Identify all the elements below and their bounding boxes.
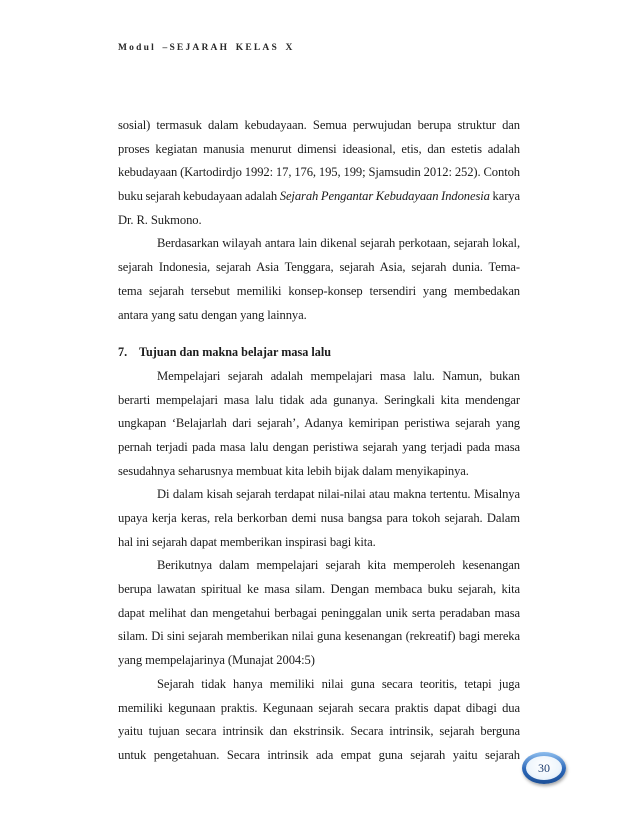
text-run: Dr. R. Sukmono. xyxy=(118,212,202,227)
text-line-content xyxy=(157,236,520,250)
text-line xyxy=(118,625,520,649)
text-line-content xyxy=(118,284,520,298)
text-line-content xyxy=(118,464,469,478)
text-line-content xyxy=(118,308,307,322)
text-line xyxy=(118,436,520,460)
text-line-content xyxy=(157,677,520,691)
text-run: antara yang satu dengan yang lainnya. xyxy=(118,307,307,322)
paragraph xyxy=(118,365,520,483)
page-number-badge xyxy=(522,752,566,784)
text-line-content xyxy=(157,369,520,383)
text-run: pernah terjadi pada masa lalu dengan peristiwa sejarah yang terjadi pada masa xyxy=(118,439,520,454)
text-run: tema sejarah tersebut memiliki konsep-konsep tersendiri yang membedakan xyxy=(118,283,520,298)
paragraph xyxy=(118,232,520,327)
text-line xyxy=(118,412,520,436)
text-line xyxy=(118,744,520,768)
text-run: ungkapan ‘Belajarlah dari sejarah’, Adanya kemiripan peristiwa sejarah yang xyxy=(118,416,520,431)
text-line xyxy=(118,697,520,721)
text-run: karya xyxy=(489,189,520,204)
text-line xyxy=(118,483,520,507)
text-line-content xyxy=(118,260,520,274)
text-run: sosial) termasuk dalam kebudayaan. Semua perwujudan berupa struktur dan xyxy=(118,118,520,132)
text-line-content xyxy=(118,440,520,454)
text-line-content xyxy=(118,606,520,620)
text-line xyxy=(118,554,520,578)
text-line-content xyxy=(118,511,520,525)
text-line xyxy=(118,304,520,328)
text-run: Di dalam kisah sejarah terdapat nilai-nilai atau makna tertentu. Misalnya xyxy=(157,487,520,502)
text-run: yang mempelajarinya (Munajat 2004:5) xyxy=(118,653,315,668)
text-run: Mempelajari sejarah adalah mempelajari masa lalu. Namun, bukan xyxy=(157,368,520,383)
text-line-content xyxy=(118,189,520,203)
text-run: memiliki kegunaan praktis. Kegunaan sejarah secara praktis dapat dibagi dua xyxy=(118,700,520,715)
text-line-content xyxy=(118,582,520,596)
text-line xyxy=(118,602,520,626)
text-line xyxy=(118,138,520,162)
section-heading xyxy=(118,341,520,365)
text-line-content xyxy=(118,724,520,738)
text-line xyxy=(118,531,520,555)
text-line-content xyxy=(118,416,520,430)
paragraph xyxy=(118,554,520,672)
text-run: yaitu tujuan secara intrinsik dan ekstrinsik. Secara intrinsik, sejarah berguna xyxy=(118,724,520,739)
text-line-content xyxy=(157,558,520,572)
text-run: silam. Di sini sejarah memberikan nilai guna kesenangan (rekreatif) bagi mereka xyxy=(118,629,520,644)
text-line xyxy=(118,720,520,744)
text-run: Sejarah tidak hanya memiliki nilai guna secara teoritis, tetapi juga xyxy=(157,676,520,691)
text-run: proses kegiatan manusia menurut dimensi ideasional, etis, dan estetis adalah xyxy=(118,141,520,156)
text-line xyxy=(118,161,520,185)
text-line-content xyxy=(118,629,520,643)
text-line-content xyxy=(118,701,520,715)
text-line-content xyxy=(118,653,315,667)
section-title: Tujuan dan makna belajar masa lalu xyxy=(139,345,332,360)
text-run: Berdasarkan wilayah antara lain dikenal sejarah perkotaan, sejarah lokal, xyxy=(157,236,520,251)
text-line xyxy=(118,256,520,280)
text-line-content xyxy=(118,393,520,407)
running-header: Modul –SEJARAH KELAS X xyxy=(118,43,295,53)
text-line-content xyxy=(118,213,202,227)
text-line-content xyxy=(118,748,520,762)
paragraph xyxy=(118,673,520,768)
text-line xyxy=(118,280,520,304)
text-run: Berikutnya dalam mempelajari sejarah kita memperoleh kesenangan xyxy=(157,558,520,573)
text-line xyxy=(118,460,520,484)
italic-text: Sejarah Pengantar Kebudayaan Indonesia xyxy=(279,189,490,204)
page-number-badge-inner xyxy=(526,756,562,780)
page-body xyxy=(118,114,520,768)
text-run: sesudahnya seharusnya membuat kita lebih bijak dalam menyikapinya. xyxy=(118,463,469,478)
text-line xyxy=(118,649,520,673)
paragraph xyxy=(118,483,520,554)
text-run: berupa lawatan spiritual ke masa silam. Dengan membaca buku sejarah, kita xyxy=(118,582,520,597)
text-run: kebudayaan (Kartodirdjo 1992: 17, 176, 195, 199; Sjamsudin 2012: 252). Contoh xyxy=(118,165,520,180)
text-line xyxy=(118,209,520,233)
text-run: sejarah Indonesia, sejarah Asia Tenggara, sejarah Asia, sejarah dunia. Tema- xyxy=(118,260,520,275)
text-line xyxy=(118,114,520,138)
paragraph xyxy=(118,114,520,232)
text-run: berarti mempelajari masa lalu tidak ada gunanya. Seringkali kita mendengar xyxy=(118,392,520,407)
text-line-content xyxy=(118,142,520,156)
text-run: hal ini sejarah dapat memberikan inspirasi bagi kita. xyxy=(118,534,376,549)
section-number: 7. xyxy=(118,345,128,360)
text-line-content xyxy=(118,118,520,132)
text-line-content xyxy=(157,487,520,501)
text-line xyxy=(118,232,520,256)
text-line xyxy=(118,507,520,531)
text-line xyxy=(118,673,520,697)
text-run: upaya kerja keras, rela berkorban demi nusa bangsa para tokoh sejarah. Dalam xyxy=(118,511,520,525)
text-run: untuk pengetahuan. Secara intrinsik ada empat guna sejarah yaitu sejarah xyxy=(118,747,520,762)
text-line xyxy=(118,185,520,209)
text-line xyxy=(118,365,520,389)
text-line-content xyxy=(118,165,520,179)
text-line xyxy=(118,389,520,413)
page-number: 30 xyxy=(538,761,550,775)
text-run: dapat melihat dan mengetahui berbagai peninggalan unik serta peradaban masa xyxy=(118,605,520,620)
text-line-content xyxy=(118,535,376,549)
text-run: buku sejarah kebudayaan adalah xyxy=(118,189,280,204)
text-line xyxy=(118,578,520,602)
